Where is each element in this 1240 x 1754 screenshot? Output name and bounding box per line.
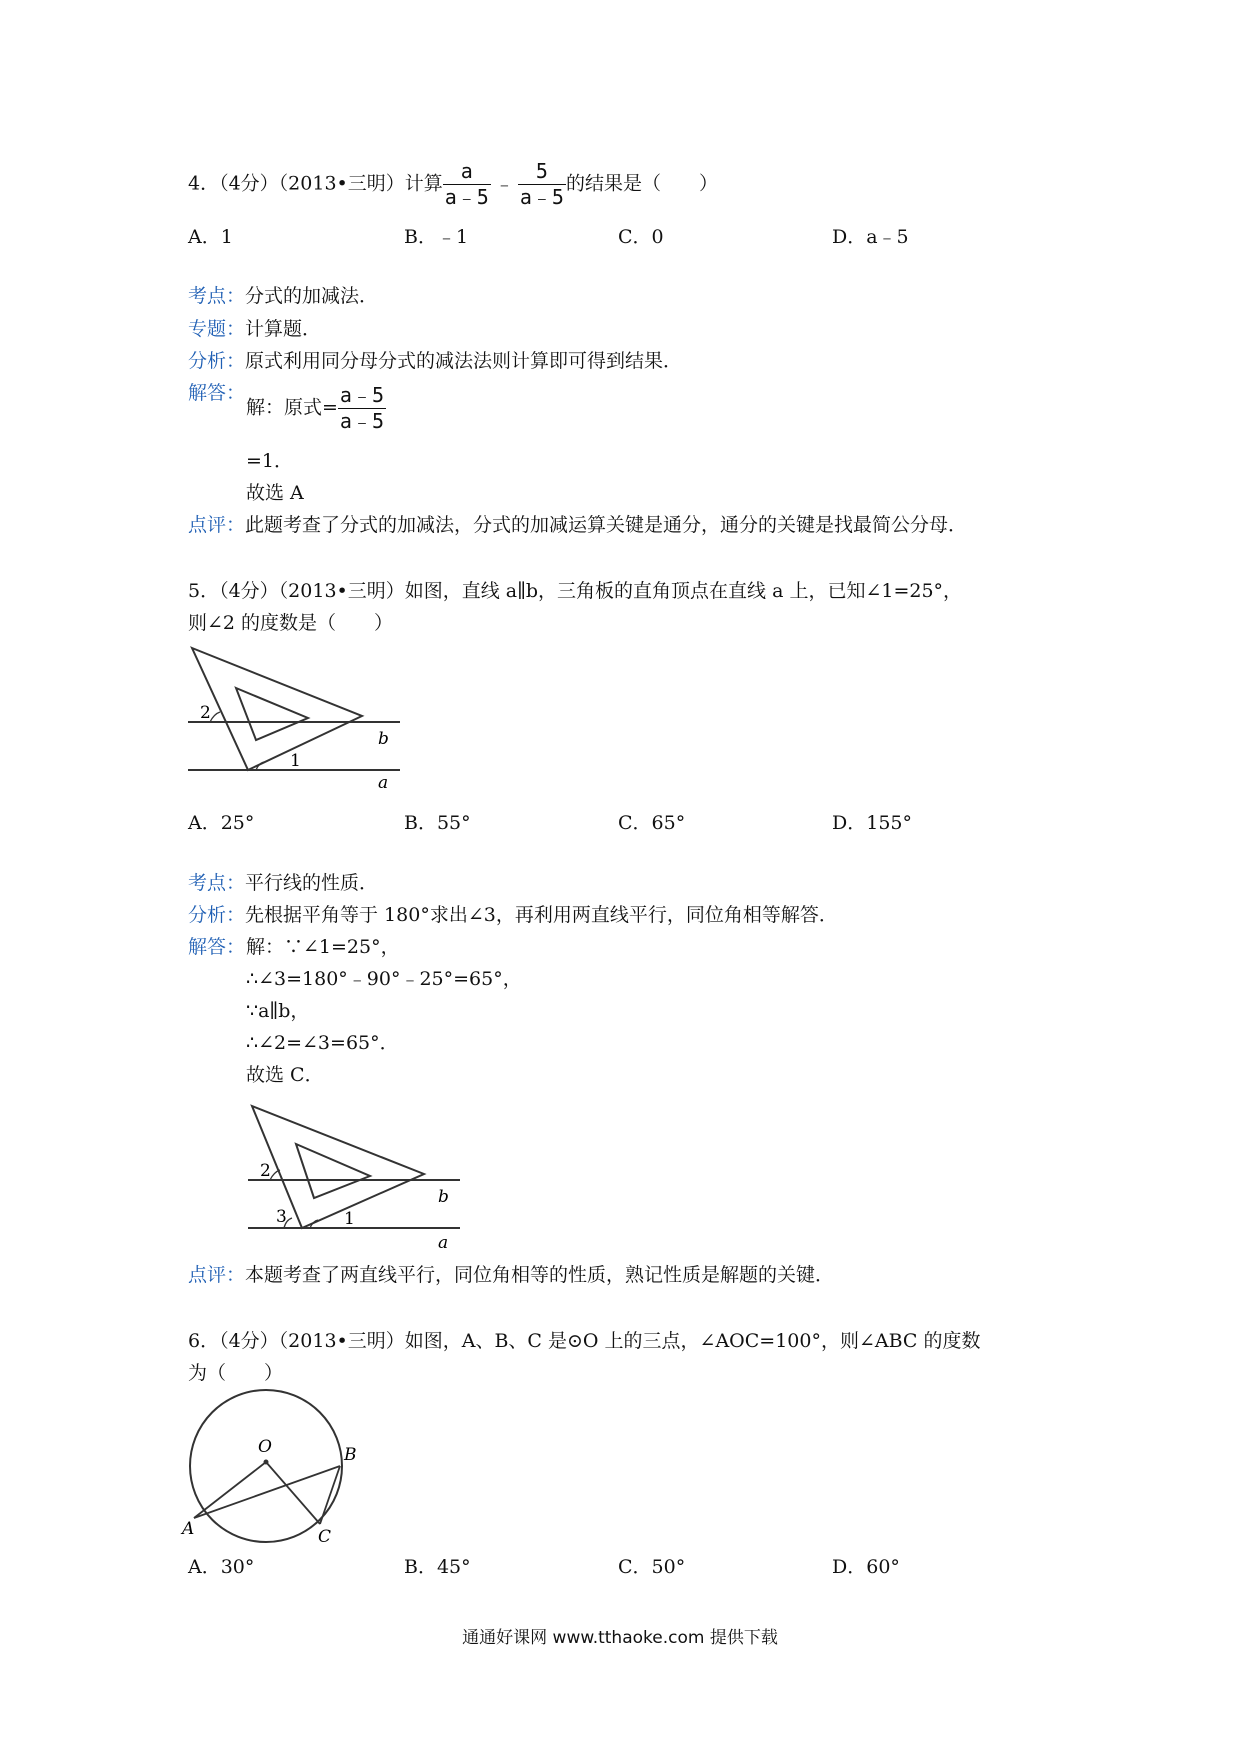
q4-jieda-line-1: =1．: [246, 450, 294, 472]
q5-jieda-line-4: ∴∠2=∠3=65°．: [246, 1032, 399, 1054]
q4-dianping: [188, 514, 967, 537]
q5-jieda-line-1: 解：∵∠1=25°，: [246, 936, 400, 958]
q6-option-c[interactable]: C．50°: [618, 1556, 686, 1578]
q4-jieda-fraction: [338, 384, 386, 433]
q4-fraction-2: [518, 160, 566, 209]
dianping-label: 点评：: [188, 514, 246, 536]
q5-jieda-label: 解答：: [188, 936, 246, 958]
label-line-a: a: [438, 1233, 449, 1253]
q4-kaodian: [188, 285, 378, 308]
q5-jieda-line-5: 故选 C．: [246, 1064, 324, 1086]
label-angle-2: 2: [200, 703, 211, 723]
q4-zhuanti: [188, 318, 321, 341]
q5-option-c[interactable]: C．65°: [618, 812, 686, 834]
label-line-a: a: [378, 773, 389, 792]
q5-fenxi: [188, 904, 838, 927]
q5-option-a[interactable]: A．25°: [188, 812, 255, 834]
q4-fenxi: [188, 350, 682, 373]
label-line-b: b: [378, 729, 389, 749]
q5-stem-line-1: 5．（4分）（2013•三明）如图，直线 a∥b，三角板的直角顶点在直线 a 上，已知∠1=25°，: [188, 580, 963, 602]
q4-jieda-formula: [246, 384, 386, 433]
q4-option-a[interactable]: A．1: [188, 226, 233, 248]
q6-option-d[interactable]: D．60°: [832, 1556, 900, 1578]
q6-stem-line-2: 为（ ）: [188, 1362, 284, 1384]
q4-jieda-prefix: 解：原式=: [246, 396, 338, 419]
q4-kaodian-text: 分式的加减法．: [245, 285, 379, 307]
q4-fraction-1-numerator: a: [460, 159, 473, 183]
q5-stem-line-2: 则∠2 的度数是（ ）: [188, 612, 394, 634]
triangle-inner: [296, 1144, 370, 1198]
q4-stem-prefix: 4．（4分）（2013•三明）计算: [188, 172, 443, 195]
label-o: O: [258, 1437, 272, 1457]
q4-fraction-2-numerator: 5: [535, 159, 548, 183]
zhuanti-label: 专题：: [188, 318, 246, 340]
label-a: A: [182, 1519, 195, 1539]
q5-dianping-text: 本题考查了两直线平行，同位角相等的性质，熟记性质是解题的关键．: [245, 1264, 835, 1286]
q5-dianping: [188, 1264, 834, 1287]
segment-oc: [266, 1462, 320, 1524]
q6-circle-figure: [180, 1388, 380, 1548]
label-line-b: b: [438, 1187, 449, 1207]
center-point: [264, 1460, 269, 1465]
q5-option-b[interactable]: B．55°: [404, 812, 471, 834]
kaodian-label: 考点：: [188, 285, 246, 307]
q4-fraction-2-denominator: a﹣5: [519, 185, 564, 209]
segment-ab: [194, 1466, 340, 1518]
q5-jieda-line-3: ∵a∥b，: [246, 1000, 310, 1022]
q6-option-a[interactable]: A．30°: [188, 1556, 255, 1578]
q4-option-c[interactable]: C．0: [618, 226, 664, 248]
angle-2-arc: [210, 712, 220, 722]
q4-option-d[interactable]: D．a﹣5: [832, 226, 909, 248]
triangle-outer: [192, 648, 362, 770]
fenxi-label: 分析：: [188, 904, 246, 926]
q4-option-b[interactable]: B．﹣1: [404, 226, 469, 248]
label-angle-1: 1: [290, 751, 301, 771]
q6-option-b[interactable]: B．45°: [404, 1556, 471, 1578]
q5-kaodian-text: 平行线的性质．: [245, 872, 379, 894]
q6-stem-line-1: 6．（4分）（2013•三明）如图，A、B、C 是⊙O 上的三点，∠AOC=100°，则∠ABC 的度数: [188, 1330, 981, 1352]
q5-figure-2: [242, 1098, 482, 1258]
label-angle-1: 1: [344, 1209, 355, 1229]
triangle-inner: [236, 688, 308, 740]
q4-fenxi-text: 原式利用同分母分式的减法法则计算即可得到结果．: [245, 350, 683, 372]
q5-option-d[interactable]: D．155°: [832, 812, 912, 834]
q4-fraction-1-denominator: a﹣5: [444, 185, 489, 209]
q4-stem: [188, 160, 718, 209]
q4-stem-suffix: 的结果是（ ）: [565, 172, 718, 195]
q5-fenxi-text: 先根据平角等于 180°求出∠3，再利用两直线平行，同位角相等解答．: [245, 904, 838, 926]
segment-oa: [194, 1462, 266, 1518]
label-angle-3: 3: [276, 1207, 287, 1227]
dianping-label: 点评：: [188, 1264, 246, 1286]
q4-dianping-text: 此题考查了分式的加减法，分式的加减运算关键是通分，通分的关键是找最简公分母．: [245, 514, 968, 536]
q4-zhuanti-text: 计算题．: [245, 318, 322, 340]
label-angle-2: 2: [260, 1161, 271, 1181]
label-b: B: [344, 1445, 357, 1465]
q4-minus: ﹣: [494, 172, 514, 195]
circle-o: [190, 1390, 342, 1542]
q4-fraction-1: [443, 160, 491, 209]
q5-kaodian: [188, 872, 378, 895]
q5-figure-1: [180, 640, 420, 792]
label-c: C: [318, 1527, 332, 1547]
q5-jieda-line-2: ∴∠3=180°﹣90°﹣25°=65°，: [246, 968, 522, 990]
fenxi-label: 分析：: [188, 350, 246, 372]
footer-text: 通通好课网 www.tthaoke.com 提供下载: [462, 1628, 778, 1648]
q4-jieda-fraction-denominator: a﹣5: [339, 409, 385, 433]
kaodian-label: 考点：: [188, 872, 246, 894]
q4-jieda-fraction-numerator: a﹣5: [339, 383, 385, 407]
q4-jieda-label: 解答：: [188, 382, 246, 404]
q4-jieda-line-2: 故选 A: [246, 482, 304, 504]
